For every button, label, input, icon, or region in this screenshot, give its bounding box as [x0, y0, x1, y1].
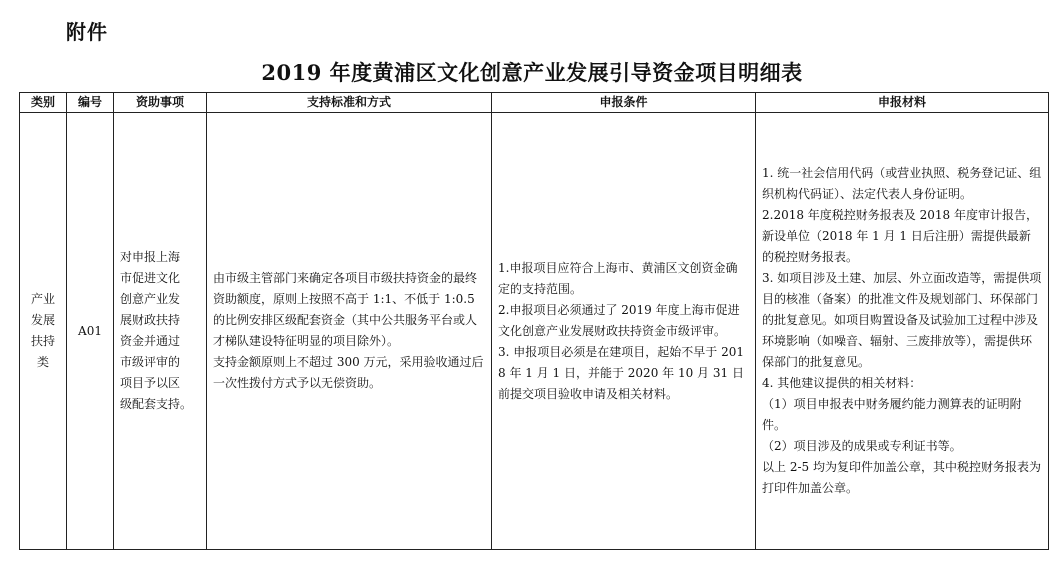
attachment-label: 附件	[66, 20, 108, 44]
column-header-standard: 支持标准和方式	[207, 93, 492, 113]
cell-conditions: 1.申报项目应符合上海市、黄浦区文创资金确定的支持范围。 2.申报项目必须通过了 2019 年度上海市促进文化创意产业发展财政扶持资金市级评审。 3. 申报项目必须是在建项目，起始不早于 2018 年 1 月 1 日，并能于 2020 年 10 月 31 日前提交项目验收申请及相关材料。	[492, 113, 756, 550]
table-row	[20, 113, 1049, 550]
project-detail-table	[19, 92, 1049, 550]
cell-item: 对申报上海 市促进文化 创意产业发 展财政扶持 资金并通过 市级评审的 项目予以区 级配套支持。	[114, 113, 207, 550]
cell-category: 产业 发展 扶持 类	[20, 113, 67, 550]
cell-materials: 1. 统一社会信用代码（或营业执照、税务登记证、组织机构代码证）、法定代表人身份证明。 2.2018 年度税控财务报表及 2018 年度审计报告，新设单位（2018 年 1 月 1 日后注册）需提供最新的税控财务报表。 3. 如项目涉及土建、加层、外立面改造等，需提供项目的核准（备案）的批准文件及规划部门、环保部门的批复意见。如项目购置设备及试验加工过程中涉及环境影响（如噪音、辐射、三废排放等），需提供环保部门的批复意见。 4. 其他建议提供的相关材料： （1）项目申报表中财务履约能力测算表的证明附件。 （2）项目涉及的成果或专利证书等。 以上 2-5 均为复印件加盖公章，其中税控财务报表为打印件加盖公章。	[756, 113, 1049, 550]
document-title: 2019 年度黄浦区文化创意产业发展引导资金项目明细表	[261, 60, 803, 85]
column-header-code: 编号	[67, 93, 114, 113]
column-header-item: 资助事项	[114, 93, 207, 113]
column-header-conditions: 申报条件	[492, 93, 756, 113]
cell-code: A01	[67, 113, 114, 550]
cell-standard: 由市级主管部门来确定各项目市级扶持资金的最终资助额度，原则上按照不高于 1:1、不低于 1:0.5 的比例安排区级配套资金（其中公共服务平台或人才梯队建设特征明显的项目除外）。 支持金额原则上不超过 300 万元，采用验收通过后一次性拨付方式予以无偿资助。	[207, 113, 492, 550]
table-header-row	[20, 93, 1049, 113]
column-header-category: 类别	[20, 93, 67, 113]
column-header-materials: 申报材料	[756, 93, 1049, 113]
